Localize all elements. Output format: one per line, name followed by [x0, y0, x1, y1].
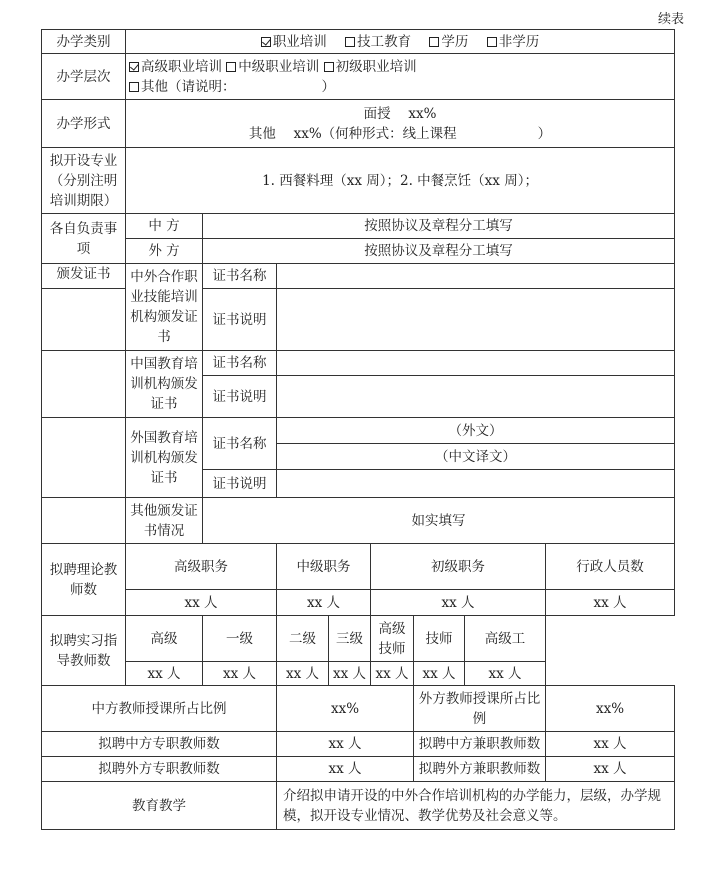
cert-blank — [42, 418, 126, 498]
practice-header: 二级 — [277, 616, 329, 662]
row-cert-foreign-name-1 — [42, 418, 675, 444]
school-form-value — [126, 100, 675, 148]
option-technical[interactable]: 技工教育 — [345, 34, 411, 50]
cert-name-label: 证书名称 — [203, 351, 277, 376]
cert-foreign-name-original: （外文） — [277, 418, 675, 444]
duties-text-cn: 按照协议及章程分工填写 — [203, 214, 675, 239]
checkbox-icon[interactable] — [129, 82, 139, 92]
school-type-options — [126, 30, 675, 54]
row-school-form — [42, 100, 675, 148]
option-vocational[interactable]: 职业培训 — [261, 34, 327, 50]
practice-header: 一级 — [203, 616, 277, 662]
practice-value: xx 人 — [126, 662, 203, 686]
application-form-table — [41, 29, 675, 830]
theory-value: xx 人 — [546, 590, 675, 616]
row-school-level — [42, 54, 675, 100]
duties-party-foreign: 外 方 — [126, 239, 203, 264]
row-duties-foreign — [42, 239, 675, 264]
staff-cn-full-label: 拟聘中方专职教师数 — [42, 732, 277, 757]
school-form-label: 办学形式 — [42, 100, 126, 148]
practice-header: 高级技师 — [371, 616, 414, 662]
row-ratio — [42, 686, 675, 732]
form-line-2: 其他 xx%（何种形式：线上课程 ） — [248, 125, 552, 142]
checkbox-checked-icon[interactable] — [261, 37, 271, 47]
practice-value: xx 人 — [414, 662, 465, 686]
school-type-label: 办学类别 — [42, 30, 126, 54]
row-theory-headers — [42, 544, 675, 590]
practice-value: xx 人 — [465, 662, 546, 686]
theory-value: xx 人 — [126, 590, 277, 616]
checkbox-checked-icon[interactable] — [129, 62, 139, 72]
row-school-type — [42, 30, 675, 54]
staff-foreign-full-label: 拟聘外方专职教师数 — [42, 757, 277, 782]
row-cert-other — [42, 498, 675, 544]
staff-foreign-full-value: xx 人 — [277, 757, 414, 782]
certs-label: 颁发证书 — [42, 264, 126, 289]
ratio-foreign-value: xx% — [546, 686, 675, 732]
cert-blank — [42, 498, 126, 544]
option-degree[interactable]: 学历 — [429, 34, 468, 50]
checkbox-icon[interactable] — [429, 37, 439, 47]
staff-cn-part-value: xx 人 — [546, 732, 675, 757]
school-level-label: 办学层次 — [42, 54, 126, 100]
ratio-cn-value: xx% — [277, 686, 414, 732]
cert-other-value: 如实填写 — [203, 498, 675, 544]
theory-label: 拟聘理论教师数 — [42, 544, 126, 616]
option-junior[interactable]: 初级职业培训 — [324, 59, 417, 75]
cert-cn-org: 中国教育培训机构颁发证书 — [126, 351, 203, 418]
row-cert-cn-name — [42, 351, 675, 376]
row-staff-cn — [42, 732, 675, 757]
row-teaching — [42, 782, 675, 830]
row-theory-values — [42, 590, 675, 616]
option-non-degree[interactable]: 非学历 — [487, 34, 540, 50]
duties-text-foreign: 按照协议及章程分工填写 — [203, 239, 675, 264]
theory-header: 初级职务 — [371, 544, 546, 590]
majors-value: 1. 西餐料理（xx 周）；2. 中餐烹饪（xx 周）； — [126, 148, 675, 214]
cert-blank — [42, 289, 126, 351]
practice-header: 技师 — [414, 616, 465, 662]
staff-foreign-part-value: xx 人 — [546, 757, 675, 782]
duties-label: 各自负责事项 — [42, 214, 126, 264]
ratio-cn-label: 中方教师授课所占比例 — [42, 686, 277, 732]
theory-value: xx 人 — [371, 590, 546, 616]
row-staff-foreign — [42, 757, 675, 782]
cert-coop-org: 中外合作职业技能培训机构颁发证书 — [126, 264, 203, 351]
theory-header: 行政人员数 — [546, 544, 675, 590]
option-advanced[interactable]: 高级职业培训 — [129, 59, 222, 75]
row-duties-cn — [42, 214, 675, 239]
row-cert-coop-name — [42, 264, 675, 289]
checkbox-icon[interactable] — [487, 37, 497, 47]
option-intermediate[interactable]: 中级职业培训 — [226, 59, 319, 75]
staff-cn-part-label: 拟聘中方兼职教师数 — [414, 732, 546, 757]
row-practice-headers — [42, 616, 675, 662]
checkbox-icon[interactable] — [324, 62, 334, 72]
teaching-label: 教育教学 — [42, 782, 277, 830]
cert-foreign-name-translation: （中文译文） — [277, 444, 675, 470]
cert-foreign-org: 外国教育培训机构颁发证书 — [126, 418, 203, 498]
practice-header: 三级 — [329, 616, 371, 662]
theory-value: xx 人 — [277, 590, 371, 616]
cert-desc-label: 证书说明 — [203, 376, 277, 418]
duties-party-cn: 中 方 — [126, 214, 203, 239]
cert-blank — [42, 351, 126, 418]
cert-name-label: 证书名称 — [203, 264, 277, 289]
cert-desc-label: 证书说明 — [203, 470, 277, 498]
form-line-1: 面授 xx% — [363, 105, 437, 122]
staff-cn-full-value: xx 人 — [277, 732, 414, 757]
practice-label: 拟聘实习指导教师数 — [42, 616, 126, 686]
majors-label: 拟开设专业（分别注明培训期限） — [42, 148, 126, 214]
practice-header: 高级工 — [465, 616, 546, 662]
ratio-foreign-label: 外方教师授课所占比例 — [414, 686, 546, 732]
practice-value: xx 人 — [277, 662, 329, 686]
cert-cn-desc-value — [277, 376, 675, 418]
practice-value: xx 人 — [371, 662, 414, 686]
cert-desc-label: 证书说明 — [203, 289, 277, 351]
cert-coop-name-value — [277, 264, 675, 289]
continued-label: 续表 — [657, 12, 684, 27]
cert-coop-desc-value — [277, 289, 675, 351]
cert-foreign-desc-value — [277, 470, 675, 498]
staff-foreign-part-label: 拟聘外方兼职教师数 — [414, 757, 546, 782]
practice-value: xx 人 — [329, 662, 371, 686]
theory-header: 高级职务 — [126, 544, 277, 590]
cert-cn-name-value — [277, 351, 675, 376]
cert-name-label: 证书名称 — [203, 418, 277, 470]
row-majors — [42, 148, 675, 214]
practice-value: xx 人 — [203, 662, 277, 686]
school-level-options: 高级职业培训 中级职业培训 初级职业培训 其他（请说明： ） — [126, 54, 675, 100]
row-practice-values — [42, 662, 675, 686]
teaching-text: 介绍拟申请开设的中外合作培训机构的办学能力，层级，办学规模，拟开设专业情况、教学优势及社会意义等。 — [277, 782, 675, 830]
practice-header: 高级 — [126, 616, 203, 662]
option-other[interactable]: 其他（请说明： — [129, 79, 236, 95]
theory-header: 中级职务 — [277, 544, 371, 590]
cert-other-label: 其他颁发证书情况 — [126, 498, 203, 544]
checkbox-icon[interactable] — [226, 62, 236, 72]
checkbox-icon[interactable] — [345, 37, 355, 47]
